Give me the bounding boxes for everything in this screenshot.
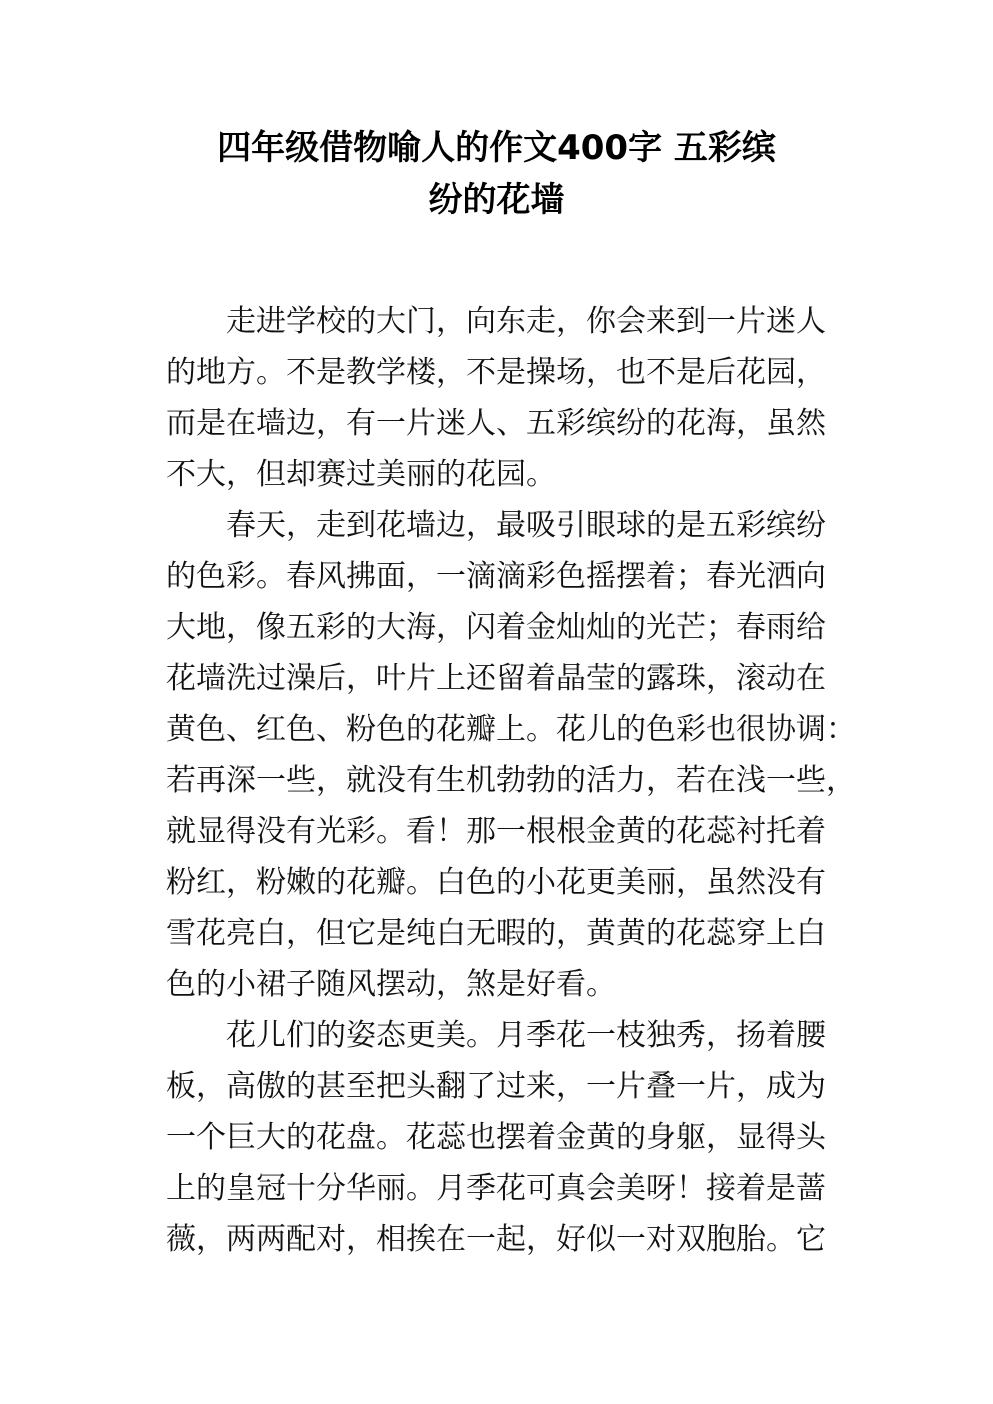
document-title-line-1: 四年级借物喻人的作文400字 五彩缤 (217, 128, 776, 168)
paragraph-3-line-2: 板，高傲的甚至把头翻了过来，一片叠一片，成为 (166, 1069, 826, 1104)
paragraph-2-line-2: 的色彩。春风拂面，一滴滴彩色摇摆着；春光洒向 (166, 559, 826, 594)
document-title-line-2: 纷的花墙 (428, 180, 565, 220)
paragraph-3-line-3: 一个巨大的花盘。花蕊也摆着金黄的身躯，显得头 (166, 1120, 826, 1155)
paragraph-2-line-9: 雪花亮白，但它是纯白无暇的，黄黄的花蕊穿上白 (166, 916, 826, 951)
paragraph-1-line-2: 的地方。不是教学楼，不是操场，也不是后花园， (166, 355, 826, 390)
paragraph-2-line-10: 色的小裙子随风摆动，煞是好看。 (166, 967, 616, 1002)
paragraph-2-line-7: 就显得没有光彩。看！那一根根金黄的花蕊衬托着 (166, 814, 826, 849)
paragraph-2-line-3: 大地，像五彩的大海，闪着金灿灿的光芒；春雨给 (166, 610, 826, 645)
paragraph-2-line-8: 粉红，粉嫩的花瓣。白色的小花更美丽，虽然没有 (166, 865, 826, 900)
paragraph-2-line-4: 花墙洗过澡后，叶片上还留着晶莹的露珠，滚动在 (166, 661, 826, 696)
paragraph-3-line-4: 上的皇冠十分华丽。月季花可真会美呀！接着是蔷 (166, 1171, 826, 1206)
paragraph-3-line-1: 花儿们的姿态更美。月季花一枝独秀，扬着腰 (226, 1018, 826, 1053)
paragraph-1-line-1: 走进学校的大门，向东走，你会来到一片迷人 (226, 304, 826, 339)
paragraph-2-line-1: 春天，走到花墙边，最吸引眼球的是五彩缤纷 (226, 508, 826, 543)
paragraph-2-line-5: 黄色、红色、粉色的花瓣上。花儿的色彩也很协调： (166, 712, 856, 747)
paragraph-3-line-5: 薇，两两配对，相挨在一起，好似一对双胞胎。它 (166, 1222, 826, 1257)
paragraph-1-line-3: 而是在墙边，有一片迷人、五彩缤纷的花海，虽然 (166, 406, 826, 441)
paragraph-1-line-4: 不大，但却赛过美丽的花园。 (166, 457, 556, 492)
paragraph-2-line-6: 若再深一些，就没有生机勃勃的活力，若在浅一些， (166, 763, 856, 798)
